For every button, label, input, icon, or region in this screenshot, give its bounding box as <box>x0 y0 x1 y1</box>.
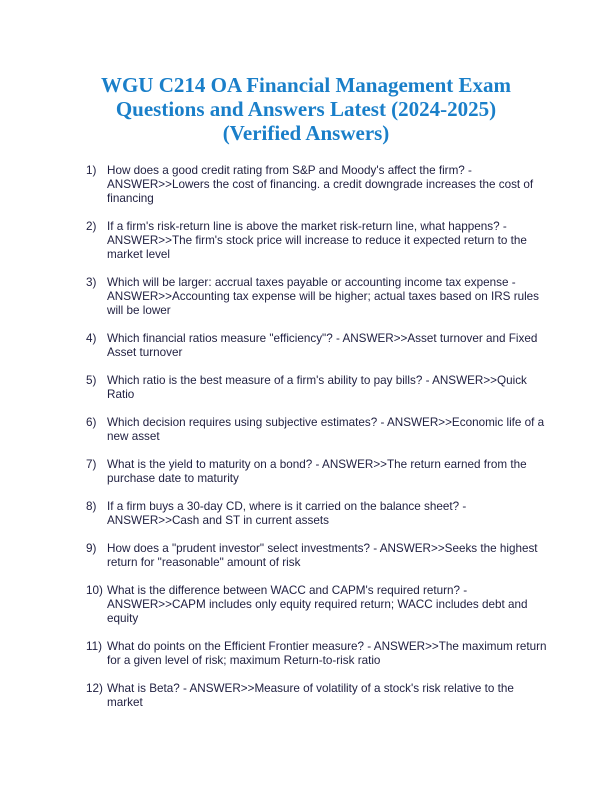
list-item <box>86 164 548 206</box>
title-line-1: WGU C214 OA Financial Management Exam <box>100 73 512 97</box>
item-text: What is Beta? - ANSWER>>Measure of volatility of a stock's risk relative to the market <box>107 681 514 709</box>
item-text: Which ratio is the best measure of a firm's ability to pay bills? - ANSWER>>Quick Ratio <box>107 373 527 401</box>
list-item <box>86 458 548 486</box>
item-number: 8) <box>86 499 97 513</box>
item-number: 3) <box>86 275 97 289</box>
item-text: If a firm buys a 30-day CD, where is it carried on the balance sheet? - ANSWER>>Cash and ST in current assets <box>107 499 467 527</box>
item-text: Which decision requires using subjective estimates? - ANSWER>>Economic life of a new asset <box>107 415 545 443</box>
item-number: 10) <box>86 583 103 597</box>
item-text: How does a good credit rating from S&P and Moody's affect the firm? - ANSWER>>Lowers the cost of financing. a credit downgrade increases the cost of financing <box>107 164 534 205</box>
item-text: What is the yield to maturity on a bond? - ANSWER>>The return earned from the purchase date to maturity <box>107 457 527 485</box>
list-item <box>86 640 548 668</box>
item-text: How does a "prudent investor" select investments? - ANSWER>>Seeks the highest return for "reasonable" amount of risk <box>107 541 538 569</box>
list-item <box>86 500 548 528</box>
item-text: Which financial ratios measure "efficiency"? - ANSWER>>Asset turnover and Fixed Asset turnover <box>107 331 538 359</box>
item-number: 6) <box>86 415 97 429</box>
list-item <box>86 220 548 262</box>
item-text: What is the difference between WACC and CAPM's required return? - ANSWER>>CAPM includes only equity required return; WACC includes debt and equity <box>107 583 528 625</box>
item-number: 4) <box>86 331 97 345</box>
item-number: 11) <box>86 639 103 653</box>
title-line-3: (Verified Answers) <box>222 121 390 145</box>
question-answer-list <box>86 164 548 724</box>
list-item <box>86 416 548 444</box>
list-item <box>86 542 548 570</box>
item-text: Which will be larger: accrual taxes payable or accounting income tax expense - ANSWER>>Accounting tax expense will be higher; actual taxes based on IRS rules will be lower <box>107 275 540 317</box>
list-item <box>86 374 548 402</box>
title-line-2: Questions and Answers Latest (2024-2025) <box>115 97 497 121</box>
item-number: 5) <box>86 373 97 387</box>
item-number: 1) <box>86 164 97 177</box>
item-number: 12) <box>86 681 103 695</box>
item-number: 2) <box>86 219 97 233</box>
list-item <box>86 276 548 318</box>
list-item <box>86 584 548 626</box>
item-number: 9) <box>86 541 97 555</box>
item-number: 7) <box>86 457 97 471</box>
document-title <box>70 73 542 145</box>
item-text: What do points on the Efficient Frontier measure? - ANSWER>>The maximum return for a given level of risk; maximum Return-to-risk ratio <box>107 639 547 667</box>
item-text: If a firm's risk-return line is above the market risk-return line, what happens? - ANSWER>>The firm's stock price will increase to reduce it expected return to the market level <box>107 219 527 261</box>
list-item <box>86 332 548 360</box>
list-item <box>86 682 548 710</box>
